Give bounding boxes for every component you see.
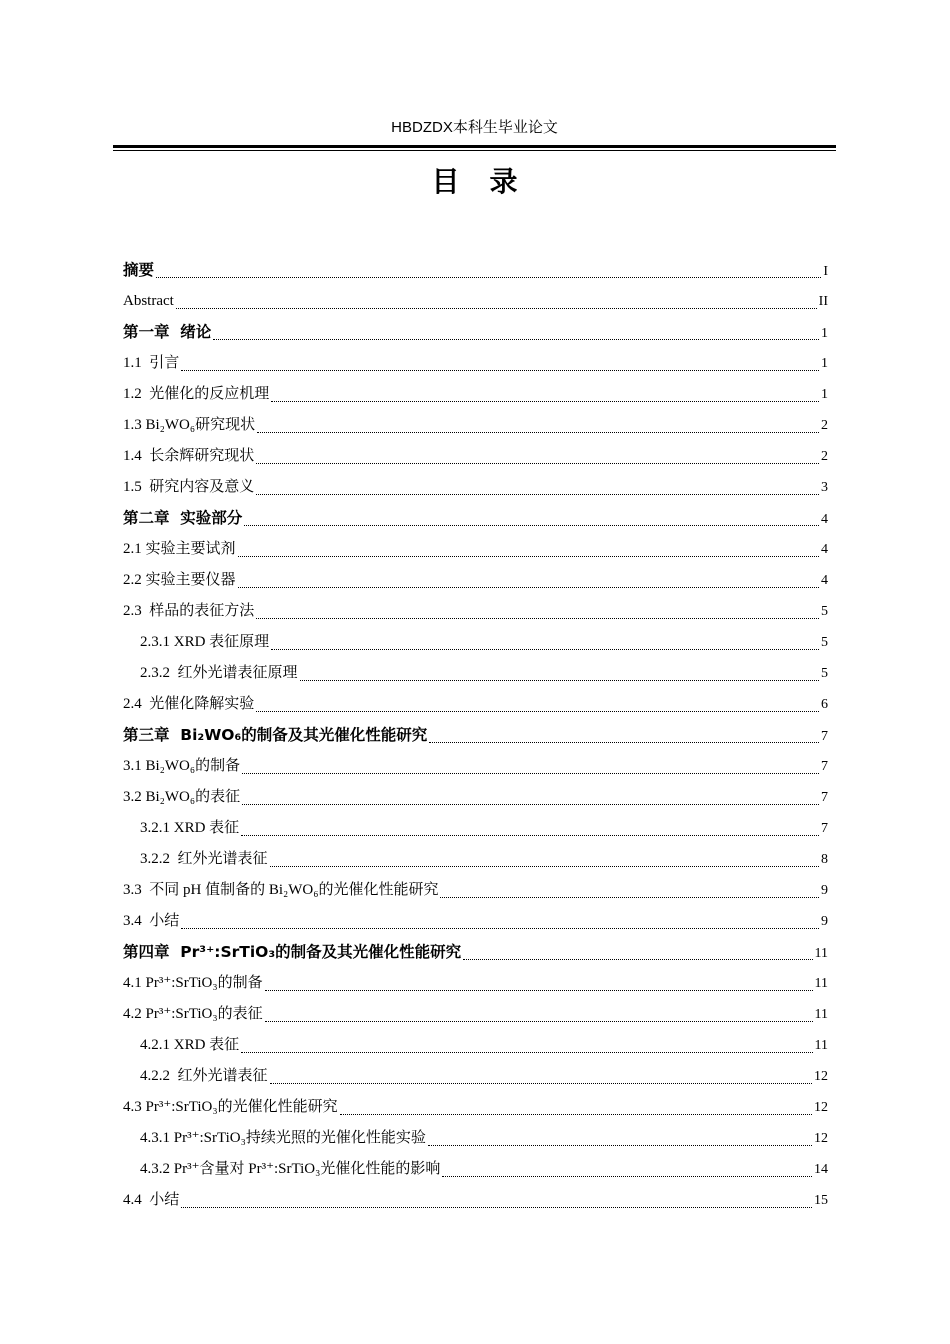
toc-entry-label: 2.2 实验主要仪器 (123, 572, 236, 588)
toc-entry-label: 第二章 实验部分 (123, 509, 243, 527)
toc-entry-page: 4 (821, 573, 828, 588)
toc-entry-page: 4 (821, 512, 828, 527)
toc-leader-dots (238, 548, 819, 557)
toc-entry-page: 1 (821, 356, 828, 371)
toc-entry-page: 12 (814, 1131, 828, 1146)
toc-entry[interactable] (123, 472, 828, 503)
toc-leader-dots (429, 734, 819, 743)
toc-entry-page: 5 (821, 666, 828, 681)
toc-leader-dots (242, 796, 819, 805)
toc-leader-dots (265, 982, 813, 991)
toc-entry[interactable] (123, 627, 828, 658)
toc-entry-label: 3.2.1 XRD 表征 (140, 820, 240, 836)
toc-entry-page: 1 (821, 387, 828, 402)
toc-entry-label: 第三章 Bi₂WO₆的制备及其光催化性能研究 (123, 726, 428, 744)
toc-leader-dots (256, 486, 819, 495)
toc-entry-page: 9 (821, 914, 828, 929)
toc-entry-page: 11 (814, 1038, 828, 1053)
toc-leader-dots (244, 517, 819, 526)
toc-entry-label: 3.3 不同 pH 值制备的 Bi₂WO₆的光催化性能研究 (123, 882, 439, 898)
toc-entry[interactable] (123, 317, 828, 348)
header-rule-thin (113, 150, 836, 151)
toc-leader-dots (257, 424, 819, 433)
toc-leader-dots (271, 641, 819, 650)
toc-entry-page: I (823, 264, 828, 279)
toc-entry-label: 3.2.2 红外光谱表征 (140, 851, 268, 867)
toc-entry[interactable] (123, 348, 828, 379)
toc-title: 目录 (431, 165, 548, 198)
toc-entry[interactable] (123, 1154, 828, 1185)
toc-entry[interactable] (123, 1030, 828, 1061)
toc-entry-label: 1.4 长余辉研究现状 (123, 448, 255, 464)
toc-entry-label: 摘要 (123, 261, 155, 279)
toc-entry-page: 7 (821, 821, 828, 836)
toc-leader-dots (176, 300, 817, 309)
toc-leader-dots (238, 579, 819, 588)
toc-entry-label: 4.4 小结 (123, 1192, 180, 1208)
toc-entry-label: 3.2 Bi₂WO₆的表征 (123, 789, 241, 805)
toc-entry-page: 8 (821, 852, 828, 867)
toc-entry[interactable] (123, 565, 828, 596)
toc-leader-dots (256, 610, 819, 619)
toc-leader-dots (181, 920, 819, 929)
toc-entry[interactable] (123, 658, 828, 689)
toc-entry[interactable] (123, 503, 828, 534)
page-header: HBDZDX本科生毕业论文 (391, 119, 558, 136)
toc-entry-label: Abstract (123, 293, 174, 309)
toc-entry-page: 7 (821, 790, 828, 805)
toc-leader-dots (440, 889, 819, 898)
toc-leader-dots (256, 703, 819, 712)
toc-leader-dots (156, 269, 821, 278)
toc-leader-dots (181, 362, 819, 371)
toc-entry[interactable] (123, 1061, 828, 1092)
toc-entry[interactable] (123, 937, 828, 968)
toc-leader-dots (241, 827, 819, 836)
toc-entry-label: 4.3.1 Pr³⁺:SrTiO₃持续光照的光催化性能实验 (140, 1130, 426, 1146)
toc-entry-label: 4.2.1 XRD 表征 (140, 1037, 240, 1053)
toc-entry-label: 1.5 研究内容及意义 (123, 479, 255, 495)
toc-leader-dots (340, 1106, 812, 1115)
toc-leader-dots (463, 951, 812, 960)
toc-entry-page: 9 (821, 883, 828, 898)
toc-entry[interactable] (123, 255, 828, 286)
toc-leader-dots (300, 672, 819, 681)
toc-entry[interactable] (123, 906, 828, 937)
toc-entry[interactable] (123, 813, 828, 844)
toc-entry-label: 2.3 样品的表征方法 (123, 603, 255, 619)
toc-entry-page: 15 (814, 1193, 828, 1208)
toc-entry-page: 7 (821, 729, 828, 744)
toc-entry[interactable] (123, 968, 828, 999)
toc-entry-page: 1 (821, 326, 828, 341)
toc-entry-label: 1.3 Bi₂WO₆研究现状 (123, 417, 256, 433)
toc-entry-label: 3.1 Bi₂WO₆的制备 (123, 758, 241, 774)
toc-entry-page: 6 (821, 697, 828, 712)
toc-leader-dots (270, 1075, 812, 1084)
toc-entry-page: 5 (821, 604, 828, 619)
toc-entry-page: II (818, 294, 828, 309)
toc-entry-page: 4 (821, 542, 828, 557)
toc-entry-label: 1.1 引言 (123, 355, 180, 371)
toc-entry-page: 5 (821, 635, 828, 650)
toc-entry-page: 11 (814, 1007, 828, 1022)
toc-entry[interactable] (123, 534, 828, 565)
toc-entry-page: 11 (814, 976, 828, 991)
toc-entry-page: 12 (814, 1100, 828, 1115)
toc-entry-page: 14 (814, 1162, 828, 1177)
toc-leader-dots (442, 1168, 812, 1177)
toc-entry[interactable] (123, 1123, 828, 1154)
table-of-contents (123, 255, 828, 1216)
toc-entry[interactable] (123, 1092, 828, 1123)
toc-entry-label: 4.3.2 Pr³⁺含量对 Pr³⁺:SrTiO₃光催化性能的影响 (140, 1161, 441, 1177)
toc-entry-label: 2.1 实验主要试剂 (123, 541, 236, 557)
toc-entry-page: 2 (821, 418, 828, 433)
toc-entry-page: 12 (814, 1069, 828, 1084)
toc-entry-label: 2.4 光催化降解实验 (123, 696, 255, 712)
toc-leader-dots (428, 1137, 812, 1146)
toc-entry-label: 4.2 Pr³⁺:SrTiO₃的表征 (123, 1006, 263, 1022)
header-rule-thick (113, 145, 836, 148)
toc-leader-dots (213, 331, 819, 340)
toc-entry-label: 4.3 Pr³⁺:SrTiO₃的光催化性能研究 (123, 1099, 338, 1115)
toc-entry[interactable] (123, 844, 828, 875)
toc-entry[interactable] (123, 441, 828, 472)
toc-entry-label: 4.2.2 红外光谱表征 (140, 1068, 268, 1084)
toc-leader-dots (241, 1044, 812, 1053)
toc-entry[interactable] (123, 410, 828, 441)
toc-entry-page: 3 (821, 480, 828, 495)
toc-entry[interactable] (123, 596, 828, 627)
toc-entry-label: 3.4 小结 (123, 913, 180, 929)
toc-leader-dots (256, 455, 819, 464)
toc-entry[interactable] (123, 751, 828, 782)
toc-leader-dots (270, 858, 819, 867)
toc-entry-label: 1.2 光催化的反应机理 (123, 386, 270, 402)
toc-entry-label: 第四章 Pr³⁺:SrTiO₃的制备及其光催化性能研究 (123, 943, 462, 961)
toc-leader-dots (271, 393, 819, 402)
toc-entry-label: 第一章 绪论 (123, 323, 212, 341)
toc-entry[interactable] (123, 689, 828, 720)
toc-entry[interactable] (123, 1185, 828, 1216)
toc-leader-dots (242, 765, 819, 774)
toc-leader-dots (181, 1199, 812, 1208)
toc-entry-page: 2 (821, 449, 828, 464)
toc-entry-label: 2.3.1 XRD 表征原理 (140, 634, 270, 650)
toc-entry-label: 4.1 Pr³⁺:SrTiO₃的制备 (123, 975, 263, 991)
toc-leader-dots (265, 1013, 813, 1022)
toc-entry[interactable] (123, 286, 828, 317)
toc-entry[interactable] (123, 999, 828, 1030)
toc-entry-page: 11 (814, 946, 828, 961)
toc-entry[interactable] (123, 875, 828, 906)
toc-entry[interactable] (123, 720, 828, 751)
toc-entry-page: 7 (821, 759, 828, 774)
toc-entry[interactable] (123, 379, 828, 410)
toc-entry[interactable] (123, 782, 828, 813)
toc-entry-label: 2.3.2 红外光谱表征原理 (140, 665, 298, 681)
